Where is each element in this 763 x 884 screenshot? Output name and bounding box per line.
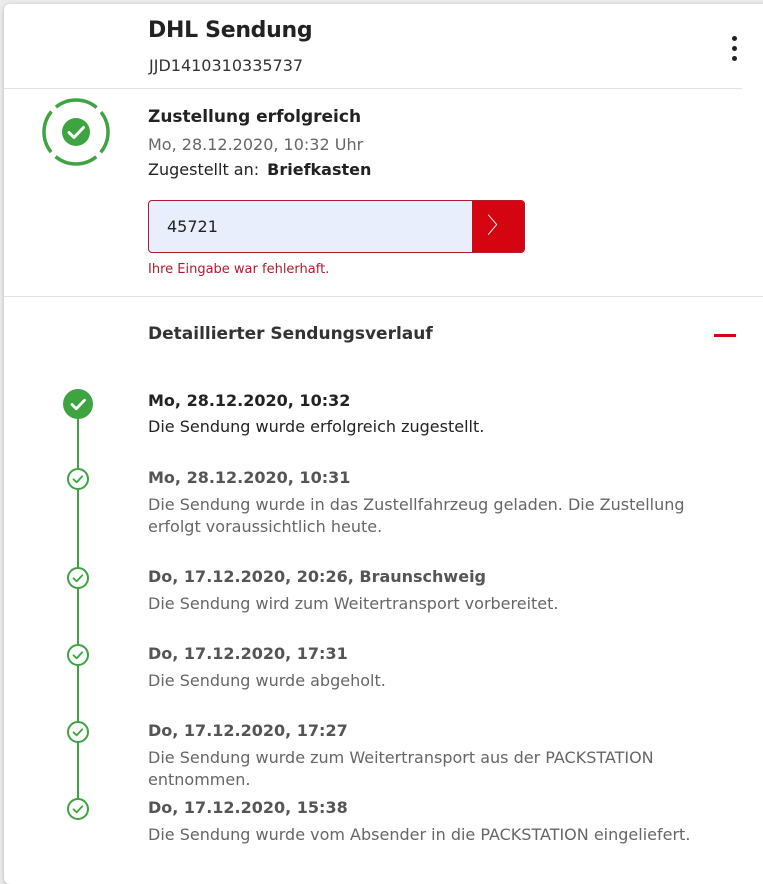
event-description: Die Sendung wird zum Weitertransport vorbereitet. xyxy=(148,594,559,613)
more-options-button[interactable] xyxy=(724,34,746,64)
section-divider xyxy=(4,296,763,297)
more-vertical-icon-dot xyxy=(732,56,737,61)
check-icon xyxy=(63,389,93,419)
event-date: Mo, 28.12.2020, 10:32 xyxy=(148,391,351,410)
delivered-label: Zugestellt an: xyxy=(148,160,260,179)
event-description: Die Sendung wurde zum Weitertransport aus der PACKSTATION entnommen. xyxy=(148,748,654,789)
check-icon xyxy=(69,646,87,664)
timeline-dot xyxy=(67,468,89,490)
event-date: Mo, 28.12.2020, 10:31 xyxy=(148,468,351,487)
timeline-dot xyxy=(67,721,89,743)
history-title: Detaillierter Sendungsverlauf xyxy=(148,324,433,344)
shipment-card xyxy=(4,4,763,884)
timeline-dot xyxy=(67,567,89,589)
shipment-title: DHL Sendung xyxy=(148,18,313,43)
chevron-right-icon: 〉 xyxy=(486,214,509,239)
check-icon xyxy=(69,569,87,587)
event-description: Die Sendung wurde abgeholt. xyxy=(148,671,386,690)
check-icon xyxy=(69,723,87,741)
timeline-dot-current xyxy=(63,389,93,419)
event-description: Die Sendung wurde vom Absender in die PACKSTATION eingeliefert. xyxy=(148,825,691,844)
check-icon xyxy=(69,800,87,818)
event-date: Do, 17.12.2020, 20:26, Braunschweig xyxy=(148,567,486,586)
timeline-dot xyxy=(67,798,89,820)
delivered-to xyxy=(148,160,371,179)
collapse-history-button[interactable] xyxy=(712,322,738,348)
more-vertical-icon xyxy=(732,36,737,41)
minus-icon xyxy=(714,334,736,337)
submit-button[interactable] xyxy=(472,201,524,252)
status-date: Mo, 28.12.2020, 10:32 Uhr xyxy=(148,135,364,154)
event-date: Do, 17.12.2020, 17:31 xyxy=(148,644,348,663)
postcode-input[interactable] xyxy=(149,201,471,252)
more-vertical-icon-dot xyxy=(732,46,737,51)
timeline-line xyxy=(77,404,79,812)
status-title: Zustellung erfolgreich xyxy=(148,107,362,127)
error-message: Ihre Eingabe war fehlerhaft. xyxy=(148,262,330,277)
event-date: Do, 17.12.2020, 17:27 xyxy=(148,721,348,740)
header-divider xyxy=(4,88,742,89)
delivered-value: Briefkasten xyxy=(267,160,372,179)
timeline-dot xyxy=(67,644,89,666)
event-description: Die Sendung wurde in das Zustellfahrzeug geladen. Die Zustellung erfolgt voraussichtlich heute. xyxy=(148,495,685,536)
check-icon xyxy=(69,470,87,488)
tracking-number: JJD1410310335737 xyxy=(149,56,304,75)
event-date: Do, 17.12.2020, 15:38 xyxy=(148,798,348,817)
event-description: Die Sendung wurde erfolgreich zugestellt. xyxy=(148,417,485,436)
postcode-form xyxy=(148,200,525,253)
check-circle-icon xyxy=(40,96,112,168)
